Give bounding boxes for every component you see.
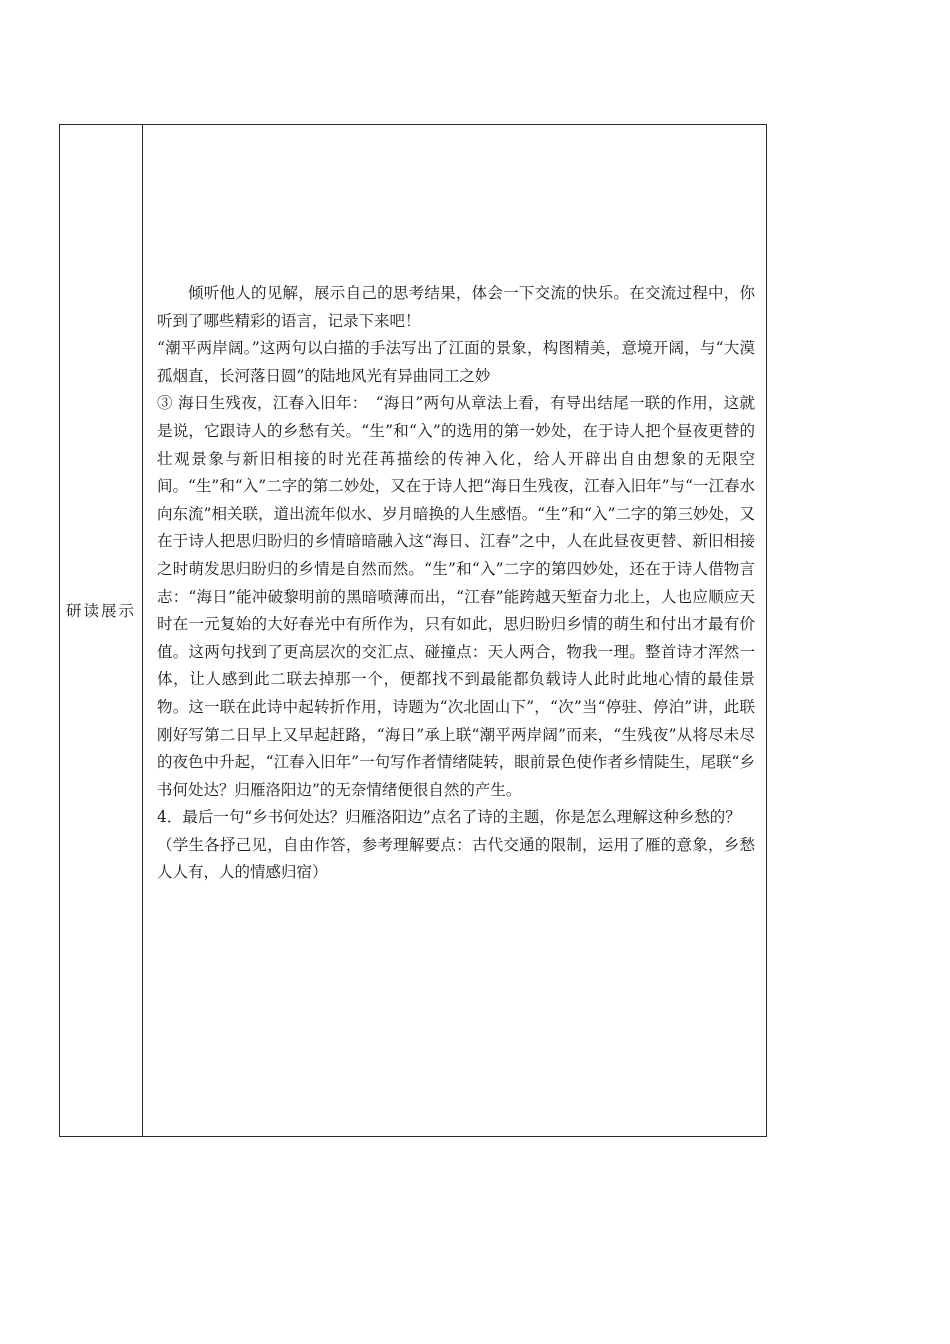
intro-paragraph: 倾听他人的见解，展示自己的思考结果，体会一下交流的快乐。在交流过程中，你听到了哪些精彩的语言，记录下来吧！	[157, 284, 755, 330]
section-label-cell	[60, 125, 143, 1136]
analysis-paragraph-1: “潮平两岸阔。”这两句以白描的手法写出了江面的景象，构图精美，意境开阔，与“大漠孤烟直，长河落日圆”的陆地风光有异曲同工之妙	[157, 339, 755, 385]
document-table	[59, 124, 767, 1137]
question-4: 4．最后一句“乡书何处达？归雁洛阳边”点名了诗的主题，你是怎么理解这种乡愁的？	[157, 808, 741, 827]
content-body	[157, 280, 755, 887]
content-cell	[143, 125, 766, 1136]
section-label: 研读展示	[66, 602, 137, 620]
answer-note: （学生各抒己见，自由作答，参考理解要点：古代交通的限制，运用了雁的意象，乡愁人人有，人的情感归宿）	[157, 835, 755, 882]
analysis-paragraph-2: ③ 海日生残夜，江春入旧年： “海日”两句从章法上看，有导出结尾一联的作用，这就是说，它跟诗人的乡愁有关。“生”和“入”的选用的第一妙处，在于诗人把个昼夜更替的壮观景象与新旧相接的时光荏苒描绘的传神入化，给人开辟出自由想象的无限空间。“生”和“入”二字的第二妙处，又在于诗人把“海日生残夜，江春入旧年”与“一江春水向东流”相关联，道出流年似水、岁月暗换的人生感悟。“生”和“入”二字的第三妙处，又在于诗人把思归盼归的乡情暗暗融入这“海日、江春”之中，人在此昼夜更替、新旧相接之时萌发思归盼归的乡情是自然而然。“生”和“入”二字的第四妙处，还在于诗人借物言志：“海日”能冲破黎明前的黑暗喷薄而出，“江春”能跨越天堑奋力北上，人也应顺应天时在一元复始的大好春光中有所作为，只有如此，思归盼归乡情的萌生和付出才最有价值。这两句找到了更高层次的交汇点、碰撞点：天人两合，物我一理。整首诗才浑然一体，让人感到此二联去掉那一个，便都找不到最能都负载诗人此时此地心情的最佳景物。这一联在此诗中起转折作用，诗题为“次北固山下”，“次”当“停驻、停泊”讲，此联刚好写第二日早上又早起赶路，“海日”承上联“潮平两岸阔”而来，“生残夜”从将尽未尽的夜色中升起，“江春入旧年”一句写作者情绪陡转，眼前景色使作者乡情陡生，尾联“乡书何处达？归雁洛阳边”的无奈情绪便很自然的产生。	[157, 394, 755, 799]
